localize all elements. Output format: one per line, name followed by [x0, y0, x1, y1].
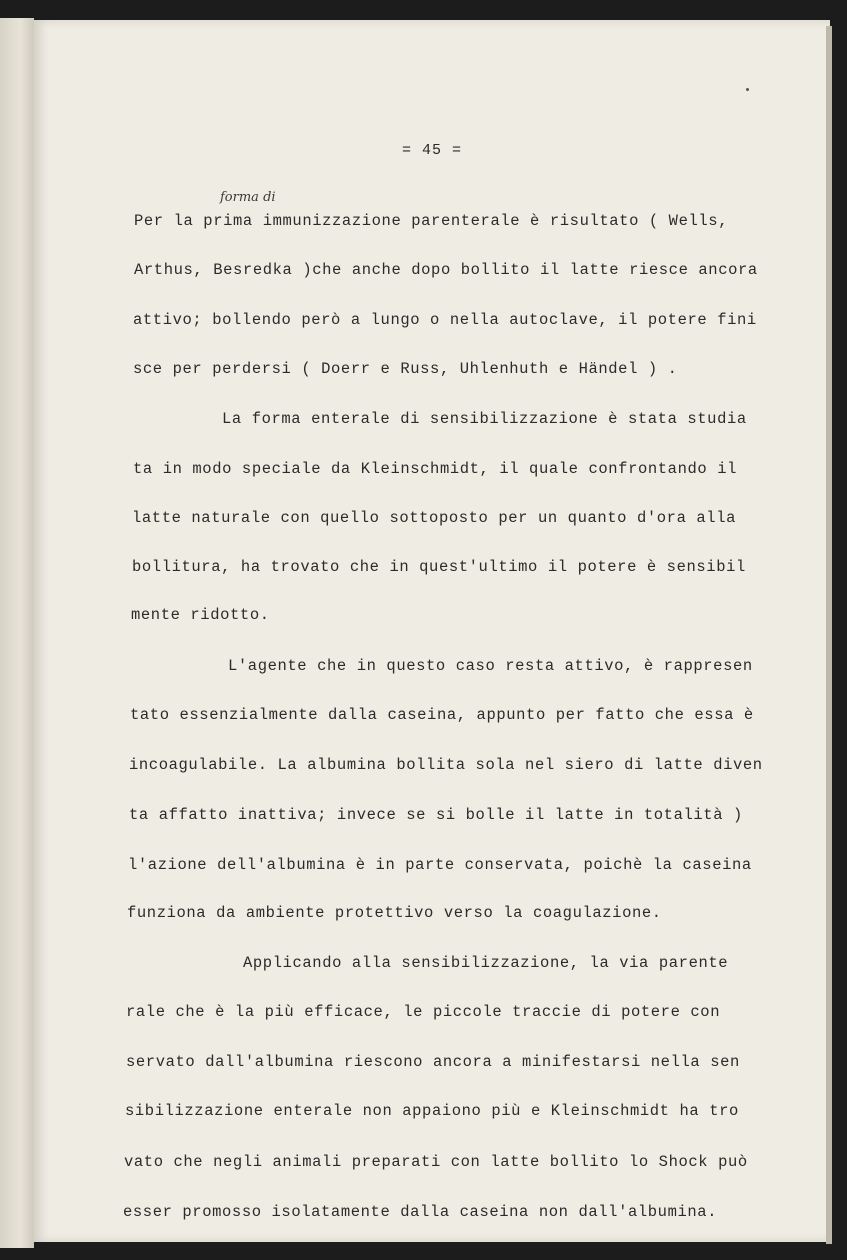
text-line-4: sce per perdersi ( Doerr e Russ, Uhlenhuth e Händel ) .	[133, 360, 678, 378]
page-number: = 45 =	[401, 142, 462, 159]
text-line-16: Applicando alla sensibilizzazione, la via parente	[243, 954, 729, 972]
text-line-9: mente ridotto.	[131, 606, 270, 624]
right-page-edge	[826, 26, 832, 1244]
text-line-18: servato dall'albumina riescono ancora a minifestarsi nella sen	[126, 1053, 740, 1071]
text-line-17: rale che è la più efficace, le piccole traccie di potere con	[126, 1003, 721, 1021]
text-line-21: esser promosso isolatamente dalla caseina non dall'albumina.	[123, 1203, 718, 1221]
text-line-14: l'azione dell'albumina è in parte conservata, poichè la caseina	[128, 856, 752, 874]
document-page	[34, 20, 830, 1242]
text-line-8: bollitura, ha trovato che in quest'ultimo il potere è sensibil	[132, 558, 746, 576]
handwritten-annotation: forma di	[220, 190, 276, 205]
text-line-2: Arthus, Besredka )che anche dopo bollito il latte riesce ancora	[134, 261, 758, 279]
text-line-12: incoagulabile. La albumina bollita sola nel siero di latte diven	[129, 756, 763, 774]
paper-speck	[746, 88, 749, 91]
text-line-1: Per la prima immunizzazione parenterale è risultato ( Wells,	[134, 212, 729, 230]
text-line-6: ta in modo speciale da Kleinschmidt, il quale confrontando il	[133, 460, 737, 478]
text-line-19: sibilizzazione enterale non appaiono più e Kleinschmidt ha tro	[125, 1102, 739, 1120]
text-line-3: attivo; bollendo però a lungo o nella autoclave, il potere fini	[133, 311, 757, 329]
text-line-10: L'agente che in questo caso resta attivo, è rappresen	[228, 657, 753, 675]
text-line-20: vato che negli animali preparati con latte bollito lo Shock può	[124, 1153, 748, 1171]
text-line-5: La forma enterale di sensibilizzazione è stata studia	[222, 410, 747, 428]
text-line-7: latte naturale con quello sottoposto per un quanto d'ora alla	[132, 509, 736, 527]
text-line-11: tato essenzialmente dalla caseina, appunto per fatto che essa è	[130, 706, 754, 724]
text-line-15: funziona da ambiente protettivo verso la coagulazione.	[127, 904, 662, 922]
left-page-edge	[0, 18, 34, 1248]
text-line-13: ta affatto inattiva; invece se si bolle il latte in totalità )	[129, 806, 743, 824]
